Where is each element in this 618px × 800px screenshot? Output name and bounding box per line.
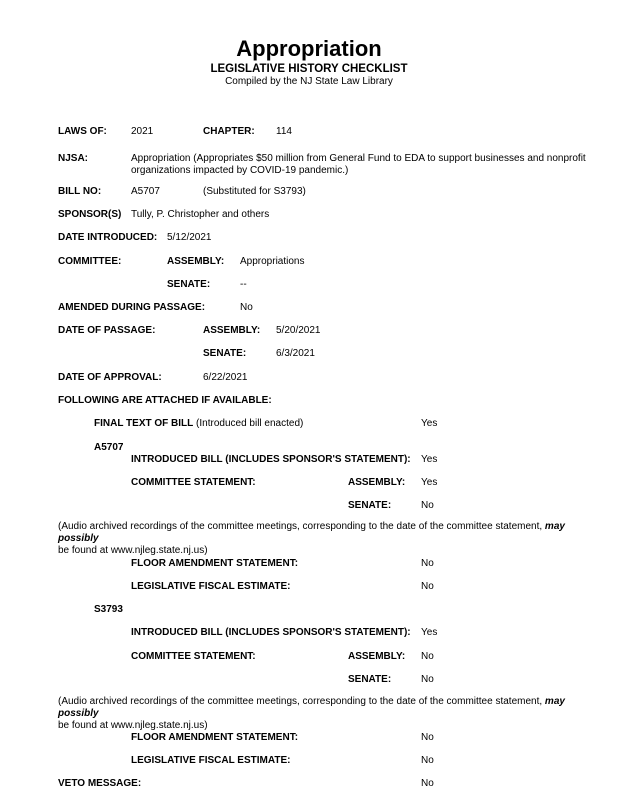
compiled-by: Compiled by the NJ State Law Library bbox=[225, 76, 393, 87]
njsa-label: NJSA: bbox=[58, 153, 89, 164]
s3793-introduced-value: Yes bbox=[421, 627, 438, 638]
date-introduced-label: DATE INTRODUCED: bbox=[58, 232, 158, 243]
s3793-floor-label: FLOOR AMENDMENT STATEMENT: bbox=[131, 732, 299, 743]
committee-label: COMMITTEE: bbox=[58, 256, 122, 267]
s3793-assembly-label: ASSEMBLY: bbox=[348, 651, 406, 662]
passage-assembly-value: 5/20/2021 bbox=[276, 325, 321, 336]
committee-senate-value: -- bbox=[240, 279, 247, 290]
a5707-fiscal-label: LEGISLATIVE FISCAL ESTIMATE: bbox=[131, 581, 291, 592]
audio-note-2-part2: be found at www.njleg.state.nj.us) bbox=[58, 720, 208, 731]
a5707-introduced-value: Yes bbox=[421, 454, 438, 465]
audio-note-2 bbox=[58, 696, 603, 732]
bill-no-label: BILL NO: bbox=[58, 186, 102, 197]
njsa-line-1: Appropriation (Appropriates $50 million from General Fund to EDA to support businesses and nonprofit bbox=[131, 153, 586, 164]
final-text-row bbox=[94, 418, 303, 429]
audio-note-2-emphasis: may possibly bbox=[58, 696, 565, 719]
chapter-label: CHAPTER: bbox=[203, 126, 255, 137]
approval-label: DATE OF APPROVAL: bbox=[58, 372, 162, 383]
s3793-fiscal-label: LEGISLATIVE FISCAL ESTIMATE: bbox=[131, 755, 291, 766]
s3793-floor-value: No bbox=[421, 732, 434, 743]
a5707-floor-label: FLOOR AMENDMENT STATEMENT: bbox=[131, 558, 299, 569]
a5707-assembly-value: Yes bbox=[421, 477, 438, 488]
audio-note-1 bbox=[58, 521, 603, 557]
laws-of-label: LAWS OF: bbox=[58, 126, 107, 137]
final-text-note: (Introduced bill enacted) bbox=[196, 418, 304, 429]
s3793-assembly-value: No bbox=[421, 651, 434, 662]
a5707-heading: A5707 bbox=[94, 442, 124, 453]
s3793-introduced-label: INTRODUCED BILL (INCLUDES SPONSOR'S STATEMENT): bbox=[131, 627, 411, 638]
committee-assembly-label: ASSEMBLY: bbox=[167, 256, 225, 267]
chapter-value: 114 bbox=[276, 126, 292, 137]
a5707-assembly-label: ASSEMBLY: bbox=[348, 477, 406, 488]
committee-senate-label: SENATE: bbox=[167, 279, 211, 290]
s3793-senate-value: No bbox=[421, 674, 434, 685]
s3793-committee-label: COMMITTEE STATEMENT: bbox=[131, 651, 256, 662]
veto-value: No bbox=[421, 778, 434, 789]
a5707-committee-label: COMMITTEE STATEMENT: bbox=[131, 477, 256, 488]
veto-label: VETO MESSAGE: bbox=[58, 778, 142, 789]
s3793-senate-label: SENATE: bbox=[348, 674, 392, 685]
amended-value: No bbox=[240, 302, 253, 313]
a5707-senate-label: SENATE: bbox=[348, 500, 392, 511]
passage-label: DATE OF PASSAGE: bbox=[58, 325, 156, 336]
audio-note-2-part1: (Audio archived recordings of the committee meetings, corresponding to the date of the committee statement, bbox=[58, 696, 545, 707]
substituted-for: (Substituted for S3793) bbox=[203, 186, 306, 197]
final-text-value: Yes bbox=[421, 418, 438, 429]
sponsors-value: Tully, P. Christopher and others bbox=[131, 209, 270, 220]
document-title: Appropriation bbox=[236, 36, 382, 61]
audio-note-1-part2: be found at www.njleg.state.nj.us) bbox=[58, 545, 208, 556]
final-text-label: FINAL TEXT OF BILL bbox=[94, 418, 194, 429]
amended-label: AMENDED DURING PASSAGE: bbox=[58, 302, 206, 313]
a5707-introduced-label: INTRODUCED BILL (INCLUDES SPONSOR'S STATEMENT): bbox=[131, 454, 411, 465]
audio-note-1-emphasis: may possibly bbox=[58, 521, 565, 544]
s3793-fiscal-value: No bbox=[421, 755, 434, 766]
attached-label: FOLLOWING ARE ATTACHED IF AVAILABLE: bbox=[58, 395, 272, 406]
passage-assembly-label: ASSEMBLY: bbox=[203, 325, 261, 336]
approval-value: 6/22/2021 bbox=[203, 372, 248, 383]
a5707-fiscal-value: No bbox=[421, 581, 434, 592]
passage-senate-label: SENATE: bbox=[203, 348, 247, 359]
date-introduced-value: 5/12/2021 bbox=[167, 232, 212, 243]
njsa-line-2: organizations impacted by COVID-19 pandemic.) bbox=[131, 165, 349, 176]
audio-note-1-part1: (Audio archived recordings of the committee meetings, corresponding to the date of the committee statement, bbox=[58, 521, 545, 532]
passage-senate-value: 6/3/2021 bbox=[276, 348, 315, 359]
a5707-senate-value: No bbox=[421, 500, 434, 511]
committee-assembly-value: Appropriations bbox=[240, 256, 305, 267]
laws-of-value: 2021 bbox=[131, 126, 154, 137]
document-subtitle: LEGISLATIVE HISTORY CHECKLIST bbox=[210, 63, 408, 75]
s3793-heading: S3793 bbox=[94, 604, 123, 615]
sponsors-label: SPONSOR(S) bbox=[58, 209, 122, 220]
bill-no-value: A5707 bbox=[131, 186, 160, 197]
a5707-floor-value: No bbox=[421, 558, 434, 569]
